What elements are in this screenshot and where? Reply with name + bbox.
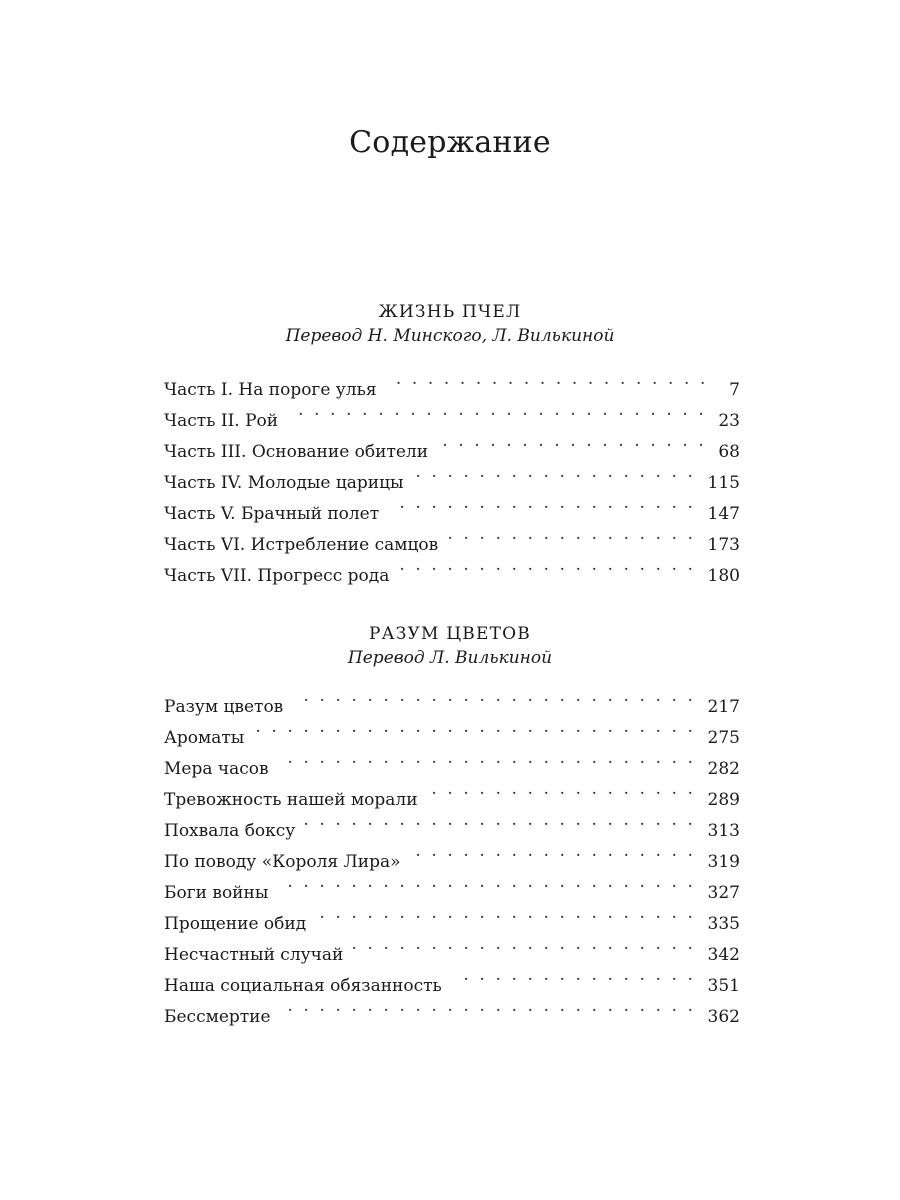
dot-leader (387, 364, 708, 395)
toc-entry-page: 115 (707, 473, 740, 493)
toc-entry-title: Часть III. Основание обители (164, 442, 429, 462)
toc-entry-title: Часть I. На пороге улья (164, 380, 377, 400)
toc-entry-page: 313 (707, 821, 740, 841)
section-subtitle: Перевод Н. Минского, Л. Вилькиной (285, 326, 615, 346)
dot-leader (281, 991, 696, 1022)
toc-entry-page: 342 (707, 945, 740, 965)
toc-entry-page: 335 (707, 914, 740, 934)
toc-entry-title: По поводу «Короля Лира» (164, 852, 401, 872)
section-title: ЖИЗНЬ ПЧЕЛ (378, 302, 522, 322)
toc-entry-title: Часть VI. Истребление самцов (164, 535, 439, 555)
toc-entry-page: 147 (707, 504, 740, 524)
toc-entry-title: Часть IV. Молодые царицы (164, 473, 404, 493)
toc-entry-title: Тревожность нашей морали (164, 790, 418, 810)
toc-entry-title: Ароматы (164, 728, 245, 748)
dot-leader (399, 550, 695, 581)
toc-list-zhizn-pchel (164, 364, 740, 586)
toc-entry-page: 68 (718, 442, 740, 462)
page-title: Содержание (349, 125, 551, 160)
toc-entry-page: 282 (707, 759, 740, 779)
dot-leader (305, 805, 695, 836)
toc-entry-title: Похвала боксу (164, 821, 296, 841)
toc-entry-title: Часть V. Брачный полет (164, 504, 380, 524)
toc-entry-title: Часть VII. Прогресс рода (164, 566, 390, 586)
dot-leader (353, 929, 695, 960)
dot-leader (279, 743, 696, 774)
toc-entry-page: 217 (707, 697, 740, 717)
dot-leader (254, 712, 695, 743)
toc-entry-title: Боги войны (164, 883, 269, 903)
toc-entry-page: 275 (707, 728, 740, 748)
toc-entry[interactable] (164, 743, 740, 779)
toc-entry-page: 351 (707, 976, 740, 996)
dot-leader (448, 519, 695, 550)
dot-leader (293, 681, 695, 712)
dot-leader (389, 488, 695, 519)
toc-entry-page: 289 (707, 790, 740, 810)
toc-entry-page: 173 (707, 535, 740, 555)
toc-list-razum-cvetov (164, 681, 740, 1027)
toc-entry-title: Часть II. Рой (164, 411, 279, 431)
toc-entry-title: Несчастный случай (164, 945, 344, 965)
dot-leader (288, 395, 706, 426)
toc-entry-page: 327 (707, 883, 740, 903)
toc-entry-page: 23 (718, 411, 740, 431)
section-zhizn-pchel (0, 300, 900, 348)
dot-leader (438, 426, 706, 457)
toc-entry-page: 7 (729, 380, 740, 400)
dot-leader (410, 836, 695, 867)
toc-entry-title: Бессмертие (164, 1007, 271, 1027)
toc-entry[interactable] (164, 364, 740, 400)
toc-entry[interactable] (164, 681, 740, 717)
toc-entry-page: 362 (707, 1007, 740, 1027)
section-razum-cvetov (0, 622, 900, 670)
dot-leader (452, 960, 696, 991)
toc-entry-page: 319 (707, 852, 740, 872)
dot-leader (414, 457, 696, 488)
section-subtitle: Перевод Л. Вилькиной (347, 648, 553, 668)
toc-entry-title: Мера часов (164, 759, 269, 779)
toc-entry-title: Прощение обид (164, 914, 307, 934)
toc-entry-page: 180 (707, 566, 740, 586)
toc-entry-title: Разум цветов (164, 697, 284, 717)
section-title: РАЗУМ ЦВЕТОВ (369, 624, 531, 644)
dot-leader (278, 867, 695, 898)
dot-leader (316, 898, 695, 929)
toc-entry-title: Наша социальная обязанность (164, 976, 442, 996)
dot-leader (428, 774, 696, 805)
